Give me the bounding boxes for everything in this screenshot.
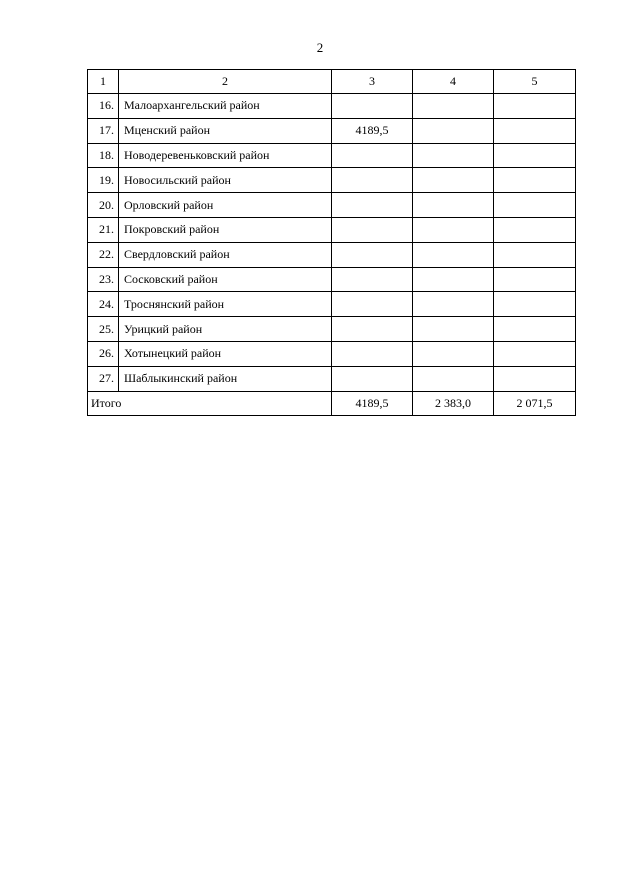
row-number: 20. bbox=[88, 193, 119, 218]
total-value-5: 2 071,5 bbox=[494, 391, 576, 416]
row-number: 27. bbox=[88, 366, 119, 391]
value-col-5 bbox=[494, 143, 576, 168]
row-number: 25. bbox=[88, 317, 119, 342]
table-row bbox=[88, 267, 576, 292]
value-col-3 bbox=[332, 292, 413, 317]
value-col-3: 4189,5 bbox=[332, 118, 413, 143]
total-value-3: 4189,5 bbox=[332, 391, 413, 416]
header-cell-2: 2 bbox=[119, 70, 332, 94]
district-name: Шаблыкинский район bbox=[119, 366, 332, 391]
header-cell-1: 1 bbox=[88, 70, 119, 94]
district-name: Малоархангельский район bbox=[119, 94, 332, 119]
district-name: Свердловский район bbox=[119, 242, 332, 267]
table-row bbox=[88, 366, 576, 391]
row-number: 24. bbox=[88, 292, 119, 317]
table-header-row bbox=[88, 70, 576, 94]
value-col-3 bbox=[332, 267, 413, 292]
row-number: 19. bbox=[88, 168, 119, 193]
total-label: Итого bbox=[88, 391, 332, 416]
district-name: Мценский район bbox=[119, 118, 332, 143]
district-name: Троснянский район bbox=[119, 292, 332, 317]
district-name: Сосковский район bbox=[119, 267, 332, 292]
district-name: Урицкий район bbox=[119, 317, 332, 342]
data-table bbox=[87, 69, 576, 416]
value-col-3 bbox=[332, 94, 413, 119]
value-col-3 bbox=[332, 366, 413, 391]
header-cell-5: 5 bbox=[494, 70, 576, 94]
value-col-5 bbox=[494, 168, 576, 193]
value-col-4 bbox=[413, 193, 494, 218]
district-name: Новосильский район bbox=[119, 168, 332, 193]
page-number: 2 bbox=[316, 40, 324, 55]
value-col-4 bbox=[413, 242, 494, 267]
table-row bbox=[88, 292, 576, 317]
value-col-4 bbox=[413, 143, 494, 168]
row-number: 16. bbox=[88, 94, 119, 119]
value-col-4 bbox=[413, 341, 494, 366]
value-col-4 bbox=[413, 292, 494, 317]
district-name: Покровский район bbox=[119, 217, 332, 242]
value-col-4 bbox=[413, 118, 494, 143]
value-col-5 bbox=[494, 366, 576, 391]
value-col-4 bbox=[413, 366, 494, 391]
header-cell-3: 3 bbox=[332, 70, 413, 94]
row-number: 22. bbox=[88, 242, 119, 267]
value-col-5 bbox=[494, 217, 576, 242]
value-col-5 bbox=[494, 317, 576, 342]
value-col-3 bbox=[332, 143, 413, 168]
value-col-3 bbox=[332, 193, 413, 218]
table-row bbox=[88, 94, 576, 119]
total-row bbox=[88, 391, 576, 416]
table-row bbox=[88, 341, 576, 366]
value-col-5 bbox=[494, 242, 576, 267]
value-col-5 bbox=[494, 292, 576, 317]
table-row bbox=[88, 217, 576, 242]
value-col-3 bbox=[332, 168, 413, 193]
row-number: 17. bbox=[88, 118, 119, 143]
value-col-4 bbox=[413, 217, 494, 242]
value-col-5 bbox=[494, 267, 576, 292]
value-col-4 bbox=[413, 267, 494, 292]
table-row bbox=[88, 168, 576, 193]
table-row bbox=[88, 143, 576, 168]
value-col-3 bbox=[332, 242, 413, 267]
row-number: 18. bbox=[88, 143, 119, 168]
value-col-3 bbox=[332, 317, 413, 342]
district-name: Хотынецкий район bbox=[119, 341, 332, 366]
row-number: 21. bbox=[88, 217, 119, 242]
value-col-5 bbox=[494, 118, 576, 143]
total-value-4: 2 383,0 bbox=[413, 391, 494, 416]
district-name: Орловский район bbox=[119, 193, 332, 218]
value-col-3 bbox=[332, 341, 413, 366]
value-col-5 bbox=[494, 94, 576, 119]
value-col-5 bbox=[494, 341, 576, 366]
table-row bbox=[88, 317, 576, 342]
row-number: 26. bbox=[88, 341, 119, 366]
district-name: Новодеревеньковский район bbox=[119, 143, 332, 168]
header-cell-4: 4 bbox=[413, 70, 494, 94]
table-row bbox=[88, 118, 576, 143]
row-number: 23. bbox=[88, 267, 119, 292]
value-col-4 bbox=[413, 168, 494, 193]
value-col-4 bbox=[413, 94, 494, 119]
value-col-5 bbox=[494, 193, 576, 218]
table-row bbox=[88, 193, 576, 218]
table-row bbox=[88, 242, 576, 267]
value-col-4 bbox=[413, 317, 494, 342]
value-col-3 bbox=[332, 217, 413, 242]
